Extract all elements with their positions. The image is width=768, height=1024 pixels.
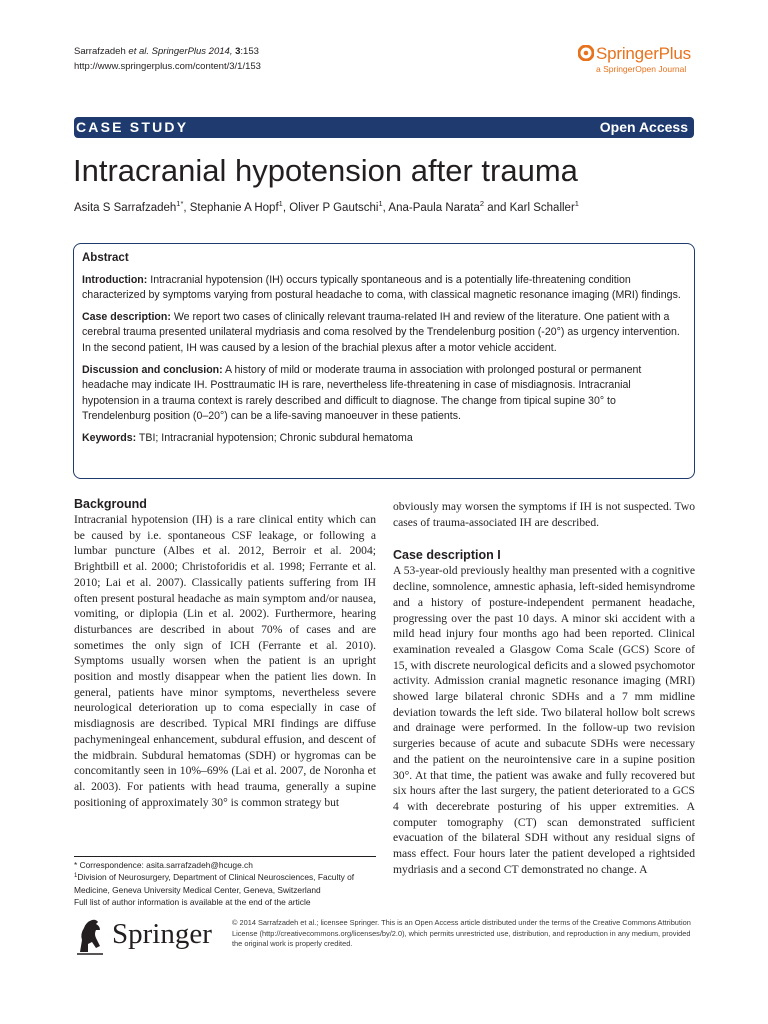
abstract-discussion bbox=[82, 363, 686, 425]
citation-et-al: et al. bbox=[128, 46, 150, 57]
author-separator: , bbox=[382, 202, 389, 214]
section-text: TBI; Intracranial hypotension; Chronic subdural hematoma bbox=[136, 431, 413, 444]
citation-article-no: :153 bbox=[240, 46, 259, 57]
article-type-banner bbox=[74, 117, 694, 138]
affiliation-sup: 1 bbox=[74, 873, 78, 880]
citation-line bbox=[74, 44, 261, 59]
right-column bbox=[393, 499, 695, 877]
license-text: © 2014 Sarrafzadeh et al.; licensee Springer. This is an Open Access article distributed under the terms of the Creative Commons Attribution License (http://creativecommons.org/licenses/by/2.0), which permits unrestricted use, distribution, and reproduction in any medium, provided the original work is properly credited. bbox=[232, 918, 691, 949]
author-name: Stephanie A Hopf bbox=[189, 202, 279, 214]
author-affiliation-sup: 1 bbox=[278, 199, 283, 208]
open-access-label: Open Access bbox=[599, 119, 688, 135]
section-label: Discussion and conclusion: bbox=[82, 363, 223, 376]
springer-logo bbox=[74, 914, 214, 958]
footnote-divider bbox=[74, 856, 376, 857]
author-name: Ana-Paula Narata bbox=[388, 202, 480, 214]
left-column bbox=[74, 496, 376, 810]
footnotes bbox=[74, 859, 379, 909]
author-name: Karl Schaller bbox=[509, 202, 575, 214]
article-url[interactable]: http://www.springerplus.com/content/3/1/153 bbox=[74, 61, 261, 72]
springer-wordmark: Springer bbox=[112, 918, 212, 950]
section-label: Case description: bbox=[82, 310, 171, 323]
author-name: Oliver P Gautschi bbox=[289, 202, 379, 214]
background-paragraph: Intracranial hypotension (IH) is a rare clinical entity which can be caused by i.e. spontaneous CSF leakage, or following a lumbar puncture (Albes et al. 2012, Berroir et al. 2004; Brightbill et al. 2000; Christoforidis et al. 1998; Ferrante et al. 2010; Lai et al. 2007). Classically patients suffering from IH often present postural headache as main symptom and/or nausea, vomiting, or diplopia (Lin et al. 2002). Furthermore, hearing disturbances are described in about 70% of cases and are sometimes the only sign of ICH (Ferrante et al. 2010). Symptoms usually worsen when the patient is an upright position and mostly disappear when the patient lies down. In general, patients have minor symptoms, nevertheless severe neurological deterioration up to coma especially in case of misdiagnosis are described. Typical MRI findings are diffuse pachymeningeal enhancement, subdural effusion, and descent of the midbrain. Subdural hematomas (SDH) or hygromas can be concomitantly seen in 10%–69% (Lai et al. 2007, de Noronha et al. 2003). For patients with head trauma, generally a supine positioning of approximately 30° is common strategy but bbox=[74, 513, 376, 809]
affiliation-text: Division of Neurosurgery, Department of Clinical Neurosciences, Faculty of Medicine, Geneva University Medical Center, Geneva, Switzerland bbox=[74, 872, 355, 895]
author-affiliation-sup: 1 bbox=[378, 199, 383, 208]
section-text: We report two cases of clinically relevant trauma-related IH and review of the literature. One patient with a cerebral trauma presented unilateral mydriasis and coma resolved by the Trendelenburg position (-20°) as urgency intervention. In the second patient, IH was caused by a lesion of the brachial plexus after a motor vehicle accident. bbox=[82, 310, 680, 354]
logo-name: SpringerPlus bbox=[596, 44, 691, 63]
article-type-label: CASE STUDY bbox=[76, 119, 189, 135]
springer-open-icon bbox=[578, 45, 594, 61]
springer-horse-icon bbox=[74, 916, 106, 956]
correspondence-note: * Correspondence: asita.sarrafzadeh@hcuge.ch bbox=[74, 860, 253, 870]
author-info-note: Full list of author information is available at the end of the article bbox=[74, 897, 311, 908]
author-separator: and bbox=[484, 202, 510, 214]
author-separator: , bbox=[183, 202, 190, 214]
citation-journal: SpringerPlus 2014, bbox=[151, 46, 233, 57]
article-title: Intracranial hypotension after trauma bbox=[73, 153, 578, 188]
background-continuation: obviously may worsen the symptoms if IH is not suspected. Two cases of trauma-associated IH are described. bbox=[393, 500, 695, 529]
abstract-box bbox=[73, 243, 695, 479]
section-text: Intracranial hypotension (IH) occurs typically spontaneous and is a potentially life-threatening condition characterized by symptoms varying from postural headache to coma, with classical magnetic resonance imaging (MRI) findings. bbox=[82, 273, 681, 302]
springerplus-logo bbox=[578, 44, 696, 78]
section-text: A history of mild or moderate trauma in association with prolonged postural or permanent headache may indicate IH. Posttraumatic IH is rare, nevertheless life-threatening in case of misdiagnosis. Intracranial hypotension in a trauma context is rarely described and difficult to diagnose. The change from tipical supine 30° to Trendelenburg position (0–20°) can be a life-saving manoeuver in these patients. bbox=[82, 363, 642, 423]
logo-tagline: a SpringerOpen Journal bbox=[596, 64, 687, 74]
case-description-heading: Case description I bbox=[393, 548, 501, 563]
author-affiliation-sup: 1 bbox=[574, 199, 579, 208]
abstract-case-description bbox=[82, 310, 686, 357]
section-label: Keywords: bbox=[82, 431, 137, 444]
author-affiliation-sup: 2 bbox=[479, 199, 485, 208]
author-name: Asita S Sarrafzadeh bbox=[74, 202, 177, 214]
citation-volume: 3 bbox=[235, 46, 241, 57]
author-separator: , bbox=[282, 202, 290, 214]
author-list bbox=[74, 200, 579, 216]
background-heading: Background bbox=[74, 497, 147, 511]
abstract-heading: Abstract bbox=[82, 252, 129, 264]
affiliation-note bbox=[74, 871, 379, 896]
author-affiliation-sup: 1* bbox=[176, 199, 184, 208]
case-description-paragraph: A 53-year-old previously healthy man presented with a cognitive decline, somnolence, amnestic aphasia, left-sided hemisyndrome and a history of posture-independent permanent headache, progressing over the past 10 days. A minor ski accident with a mild head injury four months ago had been reported. Clinical examination revealed a Glasgow Coma Scale (GCS) Score of 15, with discrete neurological deficits and a slowed psychomotor activity. Admission cranial magnetic resonance imaging (MRI) showed large bilateral chronic SDHs and a 7 mm midline deviation towards the left side. Two bilateral hollow bolt screws and drainage were performed. In the follow-up two revision surgeries because of acute and subacute SDHs were necessary and the patient on the neurointensive care in a supine position 30°. At that time, the patient was awake and fully recovered but six hours after the last surgery, the patient deteriorated to a GCS 4 with decerebrate posturing of his upper extremities. A computer tomography (CT) scan demonstrated sufficient evacuation of the bilateral SDH without any residual signs of mass effect. Four hours later the patient developed a rightsided mydriasis and a second CT demonstrated no change. A bbox=[393, 564, 695, 876]
citation-header bbox=[74, 44, 261, 74]
abstract-introduction bbox=[82, 273, 686, 304]
abstract-keywords bbox=[82, 431, 686, 447]
section-label: Introduction: bbox=[82, 273, 148, 286]
citation-author: Sarrafzadeh bbox=[74, 46, 126, 57]
